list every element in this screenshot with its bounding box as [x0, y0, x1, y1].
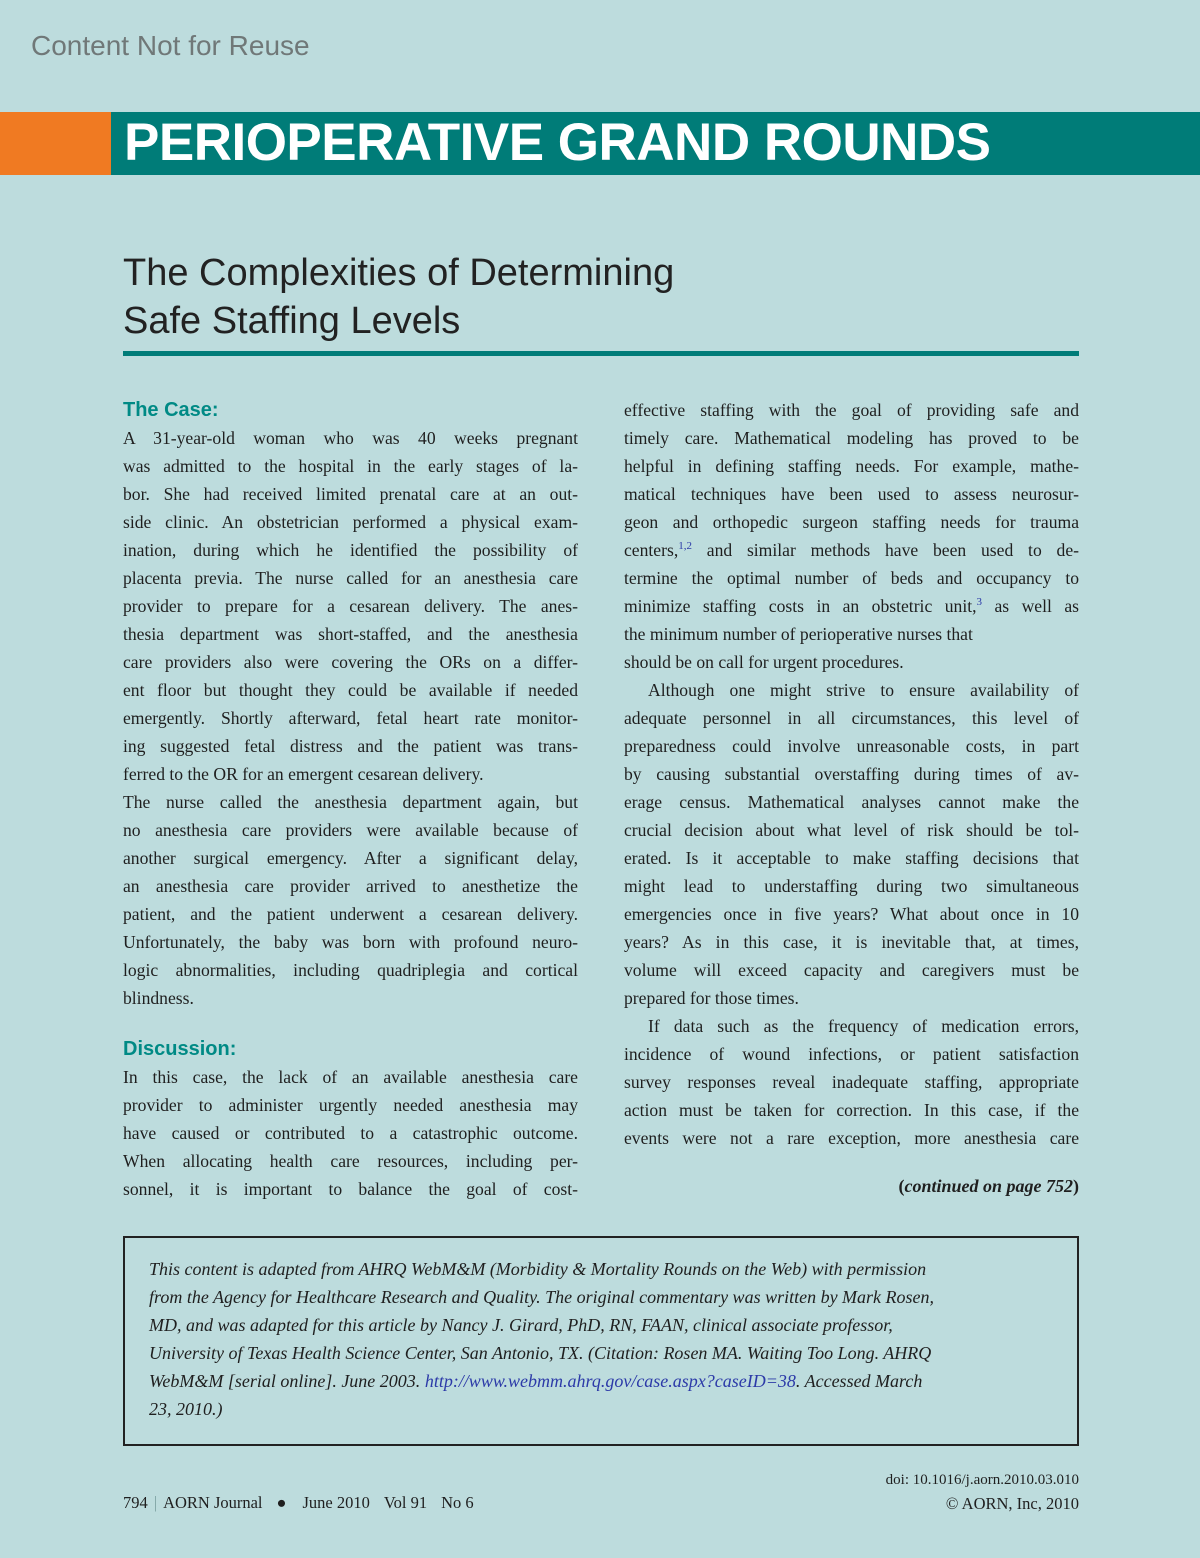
attribution-line: MD, and was adapted for this article by Nancy J. Girard, PhD, RN, FAAN, clinical associate professor, — [149, 1315, 893, 1335]
body-text-line: events were not a rare exception, more anesthesia care — [624, 1128, 1079, 1148]
case-text-line: ferred to the OR for an emergent cesarean delivery. — [123, 764, 484, 784]
body-text-line: helpful in defining staffing needs. For example, mathe- — [624, 456, 1079, 476]
case-text-line: care providers also were covering the ORs on a differ- — [123, 652, 578, 672]
continued-open-paren: ( — [898, 1176, 905, 1196]
body-text-line: If data such as the frequency of medication errors, — [648, 1016, 1079, 1036]
issue-number: No 6 — [441, 1493, 474, 1512]
body-text-line: adequate personnel in all circumstances, this level of — [624, 708, 1079, 728]
footer-meta — [886, 1468, 1079, 1516]
text-fragment: . Accessed March — [795, 1371, 923, 1391]
citation-superscript[interactable]: 1,2 — [678, 540, 692, 552]
case-text-line: thesia department was short-staffed, and the anesthesia — [123, 624, 578, 644]
case-text-line: The nurse called the anesthesia department again, but — [123, 792, 578, 812]
body-text-line: the minimum number of perioperative nurses that — [624, 624, 973, 644]
text-fragment: WebM&M [serial online]. June 2003. — [149, 1371, 425, 1391]
body-text-line: matical techniques have been used to assess neurosur- — [624, 484, 1079, 504]
case-text-line: ination, during which he identified the possibility of — [123, 540, 578, 560]
attribution-line: from the Agency for Healthcare Research and Quality. The original commentary was written by Mark Rosen, — [149, 1287, 935, 1307]
case-text-line: patient, and the patient underwent a cesarean delivery. — [123, 904, 578, 924]
continued-text: continued on page 752 — [904, 1176, 1073, 1196]
volume: Vol 91 — [383, 1493, 428, 1512]
title-divider — [123, 351, 1079, 356]
case-text-line: an anesthesia care provider arrived to anesthetize the — [123, 876, 578, 896]
case-text-line: ing suggested fetal distress and the patient was trans- — [123, 736, 578, 756]
discussion-text-line: sonnel, it is important to balance the goal of cost- — [123, 1179, 578, 1199]
body-text-line: emergencies once in five years? What about once in 10 — [624, 904, 1079, 924]
attribution-line: This content is adapted from AHRQ WebM&M (Morbidity & Mortality Rounds on the Web) with permission — [149, 1259, 927, 1279]
doi: doi: 10.1016/j.aorn.2010.03.010 — [885, 1472, 1079, 1488]
attribution-box — [123, 1236, 1079, 1446]
case-text-line: Unfortunately, the baby was born with profound neuro- — [123, 932, 578, 952]
copyright: © AORN, Inc, 2010 — [945, 1494, 1079, 1513]
attribution-line: University of Texas Health Science Center, San Antonio, TX. (Citation: Rosen MA. Waiting Too Long. AHRQ — [149, 1343, 932, 1363]
article-title — [123, 249, 823, 345]
body-text-line: by causing substantial overstaffing during times of av- — [624, 764, 1079, 784]
body-text-line: effective staffing with the goal of providing safe and — [624, 400, 1079, 420]
bullet-icon: ● — [276, 1493, 287, 1512]
body-text-line: erated. Is it acceptable to make staffing decisions that — [624, 848, 1079, 868]
discussion-heading: Discussion: — [123, 1038, 237, 1060]
discussion-text-line: In this case, the lack of an available anesthesia care — [123, 1067, 578, 1087]
source-link[interactable]: http://www.webmm.ahrq.gov/case.aspx?caseID=38 — [424, 1371, 796, 1391]
article-title-line: The Complexities of Determining — [123, 252, 675, 294]
left-column — [123, 396, 578, 1203]
attribution-line: 23, 2010.) — [149, 1399, 223, 1419]
discussion-text-line: When allocating health care resources, including per- — [123, 1151, 578, 1171]
body-text-line: should be on call for urgent procedures. — [624, 652, 904, 672]
case-text-line: blindness. — [123, 988, 194, 1008]
discussion-text-line: provider to administer urgently needed anesthesia may — [123, 1095, 578, 1115]
case-text-line: no anesthesia care providers were available because of — [123, 820, 578, 840]
case-text-line: logic abnormalities, including quadriplegia and cortical — [123, 960, 578, 980]
case-text-line: A 31-year-old woman who was 40 weeks pregnant — [123, 428, 578, 448]
section-banner-title: PERIOPERATIVE GRAND ROUNDS — [124, 113, 991, 172]
body-text-line: preparedness could involve unreasonable costs, in part — [624, 736, 1079, 756]
body-text-line: might lead to understaffing during two simultaneous — [624, 876, 1079, 896]
body-text-line — [624, 592, 1079, 620]
case-text-line: was admitted to the hospital in the early stages of la- — [123, 456, 578, 476]
attribution-line — [149, 1367, 1053, 1395]
body-text-line — [624, 536, 1079, 564]
journal-name: AORN Journal — [163, 1493, 263, 1512]
text-fragment: minimize staffing costs in an obstetric unit, — [624, 596, 977, 616]
case-text-line: side clinic. An obstetrician performed a physical exam- — [123, 512, 578, 532]
body-text-line: crucial decision about what level of risk should be tol- — [624, 820, 1079, 840]
right-column — [624, 396, 1079, 1152]
case-heading: The Case: — [123, 399, 219, 421]
article-title-line: Safe Staffing Levels — [123, 300, 461, 342]
case-text-line: provider to prepare for a cesarean delivery. The anes- — [123, 596, 578, 616]
body-text-line: timely care. Mathematical modeling has proved to be — [624, 428, 1079, 448]
discussion-text-line: have caused or contributed to a catastrophic outcome. — [123, 1123, 578, 1143]
case-text-line: emergently. Shortly afterward, fetal heart rate monitor- — [123, 708, 578, 728]
body-text-line: geon and orthopedic surgeon staffing needs for trauma — [624, 512, 1079, 532]
body-text-line: prepared for those times. — [624, 988, 799, 1008]
text-fragment: centers, — [624, 540, 679, 560]
text-fragment: as well as — [982, 596, 1079, 616]
banner-accent-block — [0, 112, 111, 175]
case-text-line: another surgical emergency. After a significant delay, — [123, 848, 578, 868]
body-text-line: Although one might strive to ensure availability of — [648, 680, 1079, 700]
issue-date: June 2010 — [302, 1493, 370, 1512]
footer-separator: | — [153, 1493, 158, 1512]
page-number: 794 — [123, 1493, 148, 1512]
body-text-line: survey responses reveal inadequate staffing, appropriate — [624, 1072, 1079, 1092]
body-text-line: termine the optimal number of beds and occupancy to — [624, 568, 1079, 588]
body-text-line: erage census. Mathematical analyses cannot make the — [624, 792, 1079, 812]
continued-close-paren: ) — [1073, 1176, 1079, 1196]
body-text-line: incidence of wound infections, or patient satisfaction — [624, 1044, 1079, 1064]
body-text-line: action must be taken for correction. In this case, if the — [624, 1100, 1079, 1120]
body-text-line: volume will exceed capacity and caregivers must be — [624, 960, 1079, 980]
case-text-line: ent floor but thought they could be available if needed — [123, 680, 578, 700]
body-text-line: years? As in this case, it is inevitable that, at times, — [624, 932, 1079, 952]
continued-note — [898, 1172, 1079, 1200]
text-fragment: and similar methods have been used to de- — [691, 540, 1079, 560]
footer-citation — [123, 1491, 474, 1515]
watermark: Content Not for Reuse — [31, 30, 310, 61]
case-text-line: bor. She had received limited prenatal care at an out- — [123, 484, 578, 504]
citation-superscript[interactable]: 3 — [976, 596, 982, 608]
case-text-line: placenta previa. The nurse called for an anesthesia care — [123, 568, 578, 588]
